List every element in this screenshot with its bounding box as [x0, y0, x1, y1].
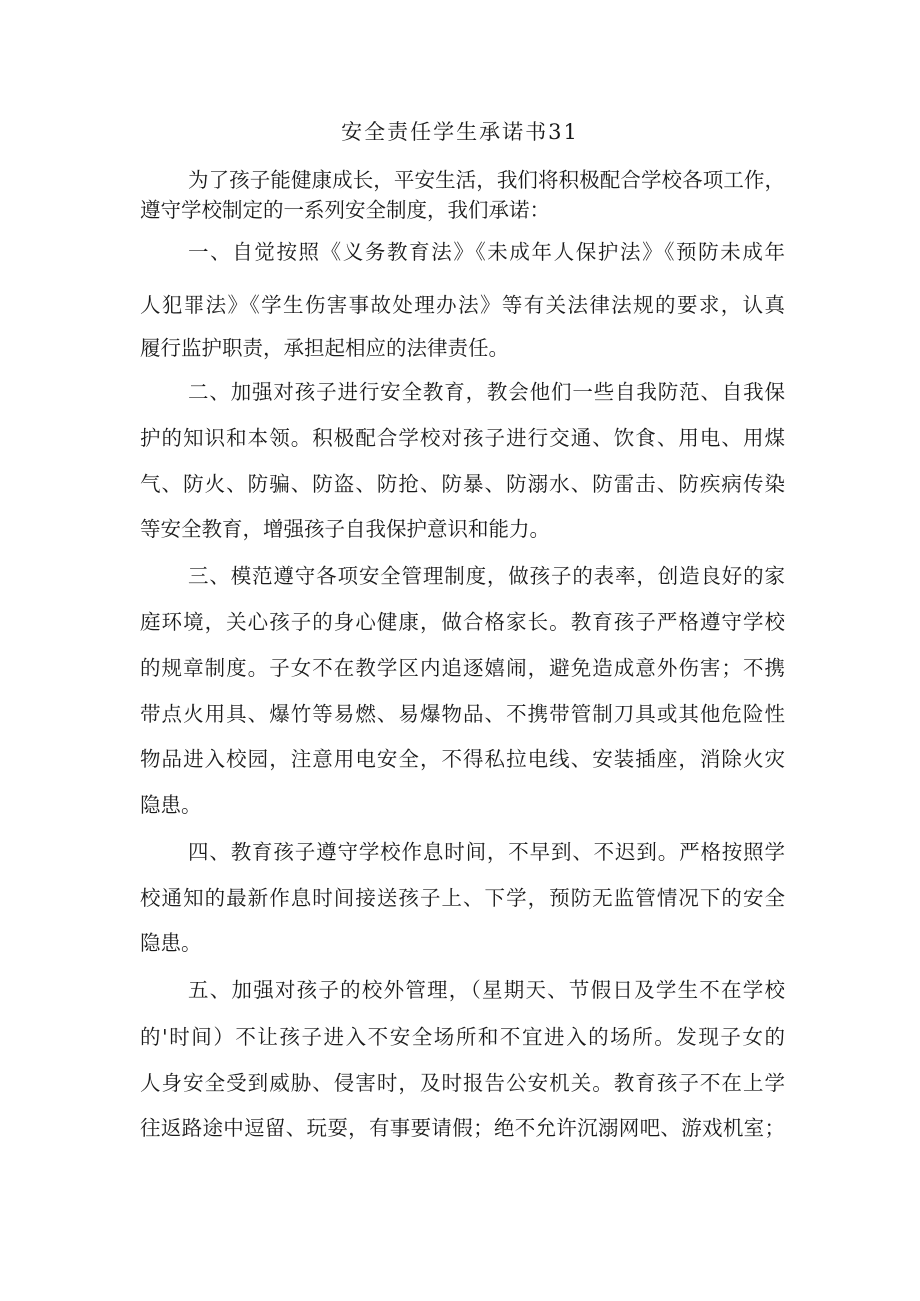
paragraph-line: 气、防火、防骗、防盗、防抢、防暴、防溺水、防雷击、防疾病传染 [140, 472, 785, 496]
paragraph-line: 一、自觉按照《义务教育法》《未成年人保护法》《预防未成年 [188, 240, 785, 264]
paragraph-line: 人犯罪法》《学生伤害事故处理办法》等有关法律法规的要求，认真 [140, 293, 785, 317]
document-title: 安全责任学生承诺书31 [341, 120, 579, 144]
paragraph-line: 的规章制度。子女不在教学区内追逐嬉闹，避免造成意外伤害；不携 [140, 656, 785, 680]
paragraph-line: 往返路途中逗留、玩耍，有事要请假；绝不允许沉溺网吧、游戏机室； [140, 1116, 785, 1140]
paragraph-line: 四、教育孩子遵守学校作息时间，不早到、不迟到。严格按照学 [188, 840, 785, 864]
paragraph-line: 遵守学校制定的一系列安全制度，我们承诺： [140, 198, 550, 222]
paragraph-line: 物品进入校园，注意用电安全，不得私拉电线、安装插座，消除火灾 [140, 747, 785, 771]
paragraph-line: 隐患。 [140, 793, 202, 817]
paragraph-line: 隐患。 [140, 931, 202, 955]
paragraph-line: 人身安全受到威胁、侵害时，及时报告公安机关。教育孩子不在上学 [140, 1071, 785, 1095]
paragraph-line: 五、加强对孩子的校外管理，（星期天、节假日及学生不在学校 [188, 978, 785, 1002]
paragraph-line: 二、加强对孩子进行安全教育，教会他们一些自我防范、自我保 [188, 380, 785, 404]
paragraph-line: 为了孩子能健康成长，平安生活，我们将积极配合学校各项工作， [188, 168, 785, 192]
paragraph-line: 带点火用具、爆竹等易燃、易爆物品、不携带管制刀具或其他危险性 [140, 702, 785, 726]
paragraph-line: 等安全教育，增强孩子自我保护意识和能力。 [140, 517, 550, 541]
paragraph-line: 履行监护职责，承担起相应的法律责任。 [140, 336, 509, 360]
paragraph-line: 庭环境，关心孩子的身心健康，做合格家长。教育孩子严格遵守学校 [140, 610, 785, 634]
paragraph-line: 护的知识和本领。积极配合学校对孩子进行交通、饮食、用电、用煤 [140, 426, 785, 450]
paragraph-line: 校通知的最新作息时间接送孩子上、下学，预防无监管情况下的安全 [140, 886, 785, 910]
paragraph-line: 的'时间）不让孩子进入不安全场所和不宜进入的场所。发现子女的 [140, 1025, 785, 1049]
paragraph-line: 三、模范遵守各项安全管理制度，做孩子的表率，创造良好的家 [188, 564, 785, 588]
